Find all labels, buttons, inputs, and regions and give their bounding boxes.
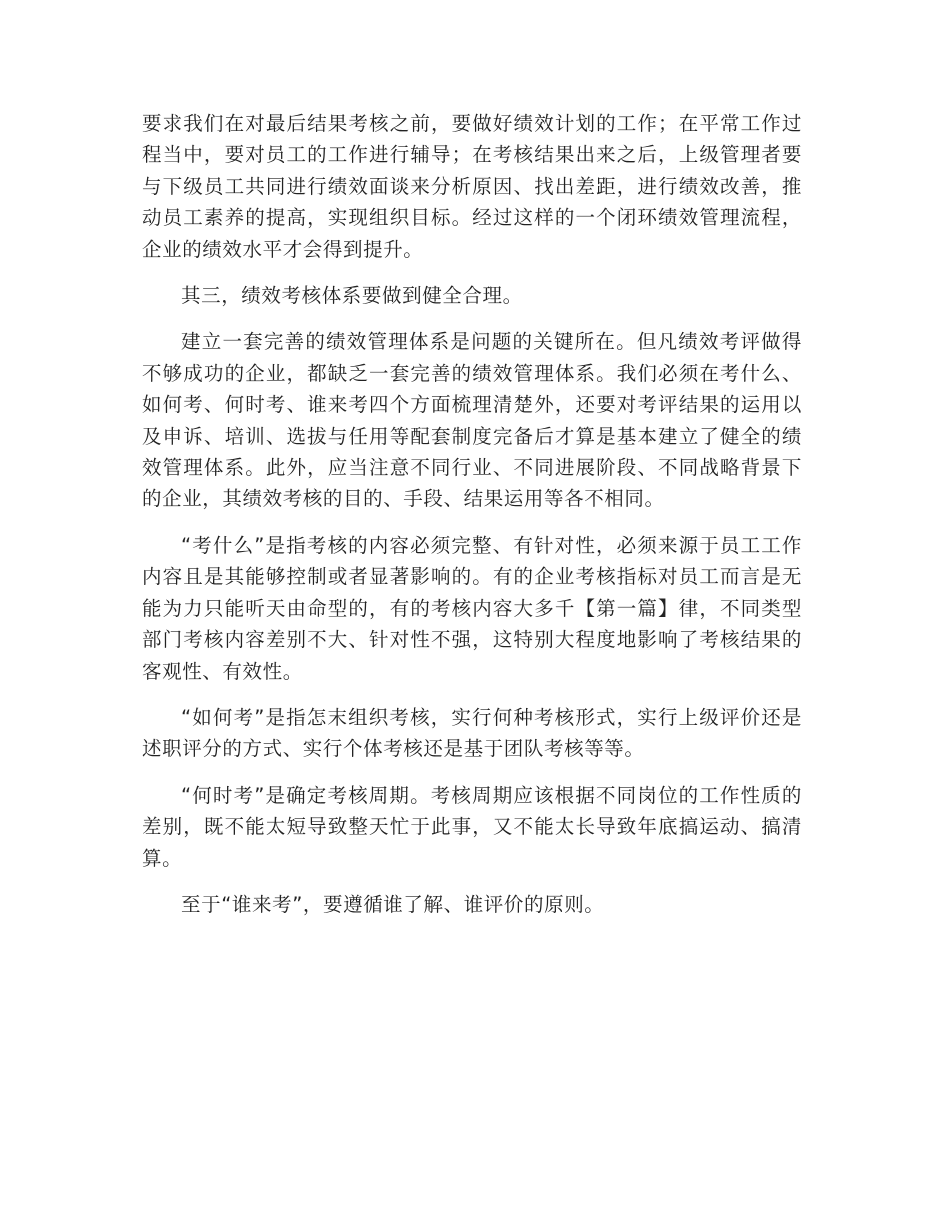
paragraph-3: 建立一套完善的绩效管理体系是问题的关键所在。但凡绩效考评做得不够成功的企业，都缺乏一套完善的绩效管理体系。我们必须在考什么、如何考、何时考、谁来考四个方面梳理清楚外，还要对考评结果的运用以及申诉、培训、选拔与任用等配套制度完备后才算是基本建立了健全的绩效管理体系。此外，应当注意不同行业、不同进展阶段、不同战略背景下的企业，其绩效考核的目的、手段、结果运用等各不相同。 [142, 330, 802, 511]
paragraph-2: 其三，绩效考核体系要做到健全合理。 [181, 284, 523, 308]
paragraph-6: “何时考”是确定考核周期。考核周期应该根据不同岗位的工作性质的差别，既不能太短导致整天忙于此事，又不能太长导致年底搞运动、搞清算。 [142, 783, 802, 870]
paragraph-4: “考什么”是指考核的内容必须完整、有针对性，必须来源于员工工作内容且是其能够控制或者显著影响的。有的企业考核指标对员工而言是无能为力只能听天由命型的，有的考核内容大多千【第一篇】律，不同类型部门考核内容差别不大、针对性不强，这特别大程度地影响了考核结果的客观性、有效性。 [142, 533, 802, 683]
paragraph-gap [142, 265, 802, 280]
paragraph-5: “如何考”是指怎末组织考核，实行何种考核形式，实行上级评价还是述职评分的方式、实行个体考核还是基于团队考核等等。 [142, 705, 802, 761]
paragraph-7: 至于“谁来考”，要遵循谁了解、谁评价的原则。 [181, 892, 605, 916]
paragraph-gap [142, 765, 802, 780]
document-body [142, 108, 802, 920]
paragraph-gap [142, 874, 802, 889]
paragraph-gap [142, 515, 802, 530]
paragraph-gap [142, 687, 802, 702]
paragraph-1: 要求我们在对最后结果考核之前，要做好绩效计划的工作；在平常工作过程当中，要对员工的工作进行辅导；在考核结果出来之后，上级管理者要与下级员工共同进行绩效面谈来分析原因、找出差距，进行绩效改善，推动员工素养的提高，实现组织目标。经过这样的一个闭环绩效管理流程，企业的绩效水平才会得到提升。 [142, 112, 802, 261]
paragraph-gap [142, 311, 802, 326]
